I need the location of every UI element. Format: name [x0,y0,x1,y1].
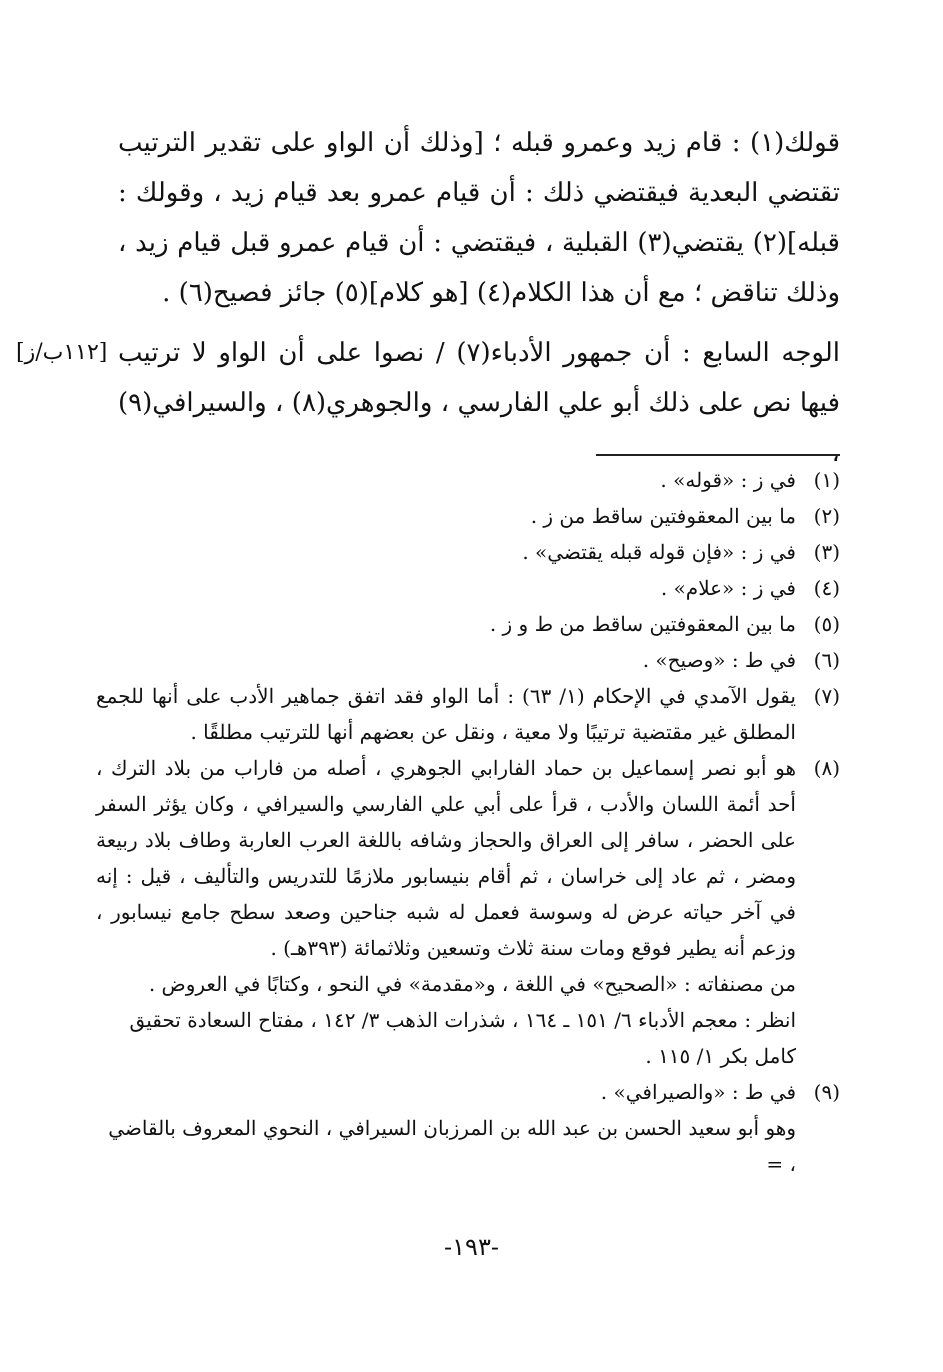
footnote-number: (١) [813,468,840,492]
footnote-text: في ز : «فإن قوله قبله يقتضي» . [522,540,796,564]
footnote [96,642,840,678]
footnote-number: (٩) [813,1080,840,1104]
footnote-continuation: من مصنفاته : «الصحيح» في اللغة ، و«مقدمة» في النحو ، وكتابًا في العروض . [148,972,796,996]
footnote-separator [596,454,840,456]
footnote [96,678,840,750]
footnote [96,462,840,498]
footnotes [96,462,840,1182]
footnote-number: (٢) [813,504,840,528]
page-number: -١٩٣- [444,1233,499,1261]
footnote-text: ما بين المعقوفتين ساقط من ط و ز . [489,612,796,636]
footnote-text: في ز : «قوله» . [660,468,796,492]
footnote-continuation: انظر : معجم الأدباء ٦/ ١٥١ ـ ١٦٤ ، شذرات الذهب ٣/ ١٤٢ ، مفتاح السعادة تحقيق كامل بكر ١/ ١١٥ . [129,1008,796,1068]
footnote [96,750,840,966]
footnote-text: ما بين المعقوفتين ساقط من ز . [530,504,796,528]
footnote [96,606,840,642]
footnote-continuation: وهو أبو سعيد الحسن بن عبد الله بن المرزبان السيرافي ، النحوي المعروف بالقاضي ، = [108,1116,796,1176]
footnote-number: (٨) [813,756,840,780]
footnote-text: هو أبو نصر إسماعيل بن حماد الفارابي الجوهري ، أصله من فاراب من بلاد الترك ، أحد أئمة اللسان والأدب ، قرأ على أبي علي الفارسي والسيرافي ، وكان يؤثر السفر على الحضر ، سافر إلى العراق والحجاز وشافه باللغة العرب العاربة وطاف بلاد ربيعة ومضر ، ثم عاد إلى خراسان ، ثم أقام بنيسابور ملازمًا للتدريس والتأليف ، قيل : إنه في آخر حياته عرض له وسوسة فعمل له شبه جناحين وصعد سطح جامع نيسابور ، وزعم أنه يطير فوقع ومات سنة ثلاث وتسعين وثلاثمائة (٣٩٣هـ) . [96,756,796,960]
footnote-text: في ط : «والصيرافي» . [600,1080,796,1104]
main-paragraph: قولك(١) : قام زيد وعمرو قبله ؛ [وذلك أن الواو على تقدير الترتيب تقتضي البعدية فيقتضي ذلك : أن قيام عمرو بعد قيام زيد ، وقولك : قبله](٢) يقتضي(٣) القبلية ، فيقتضي : أن قيام عمرو قبل قيام زيد ، وذلك تناقض ؛ مع أن هذا الكلام(٤) [هو كلام](٥) جائز فصيح(٦) . [118,128,840,308]
footnote-number: (٤) [813,576,840,600]
footnote [96,1074,840,1110]
manuscript-folio-marker: [١١٢ب/ز] [16,340,108,365]
footnote [96,498,840,534]
footnote-number: (٦) [813,648,840,672]
footnote-number: (٣) [813,540,840,564]
footnote-text: في ط : «وصيح» . [642,648,796,672]
footnote-number: (٥) [813,612,840,636]
main-paragraph: الوجه السابع : أن جمهور الأدباء(٧) / نصوا على أن الواو لا ترتيب فيها نص على ذلك أبو علي الفارسي ، والجوهري(٨) ، والسيرافي(٩) ، [118,338,841,468]
footnote-number: (٧) [813,684,840,708]
footnote [96,570,840,606]
footnote [96,534,840,570]
footnote-text: في ز : «علام» . [660,576,796,600]
main-text [118,118,840,478]
footnote-text: يقول الآمدي في الإحكام (١/ ٦٣) : أما الواو فقد اتفق جماهير الأدب على أنها للجمع المطلق غير مقتضية ترتيبًا ولا معية ، ونقل عن بعضهم أنها للترتيب مطلقًا . [96,684,796,744]
